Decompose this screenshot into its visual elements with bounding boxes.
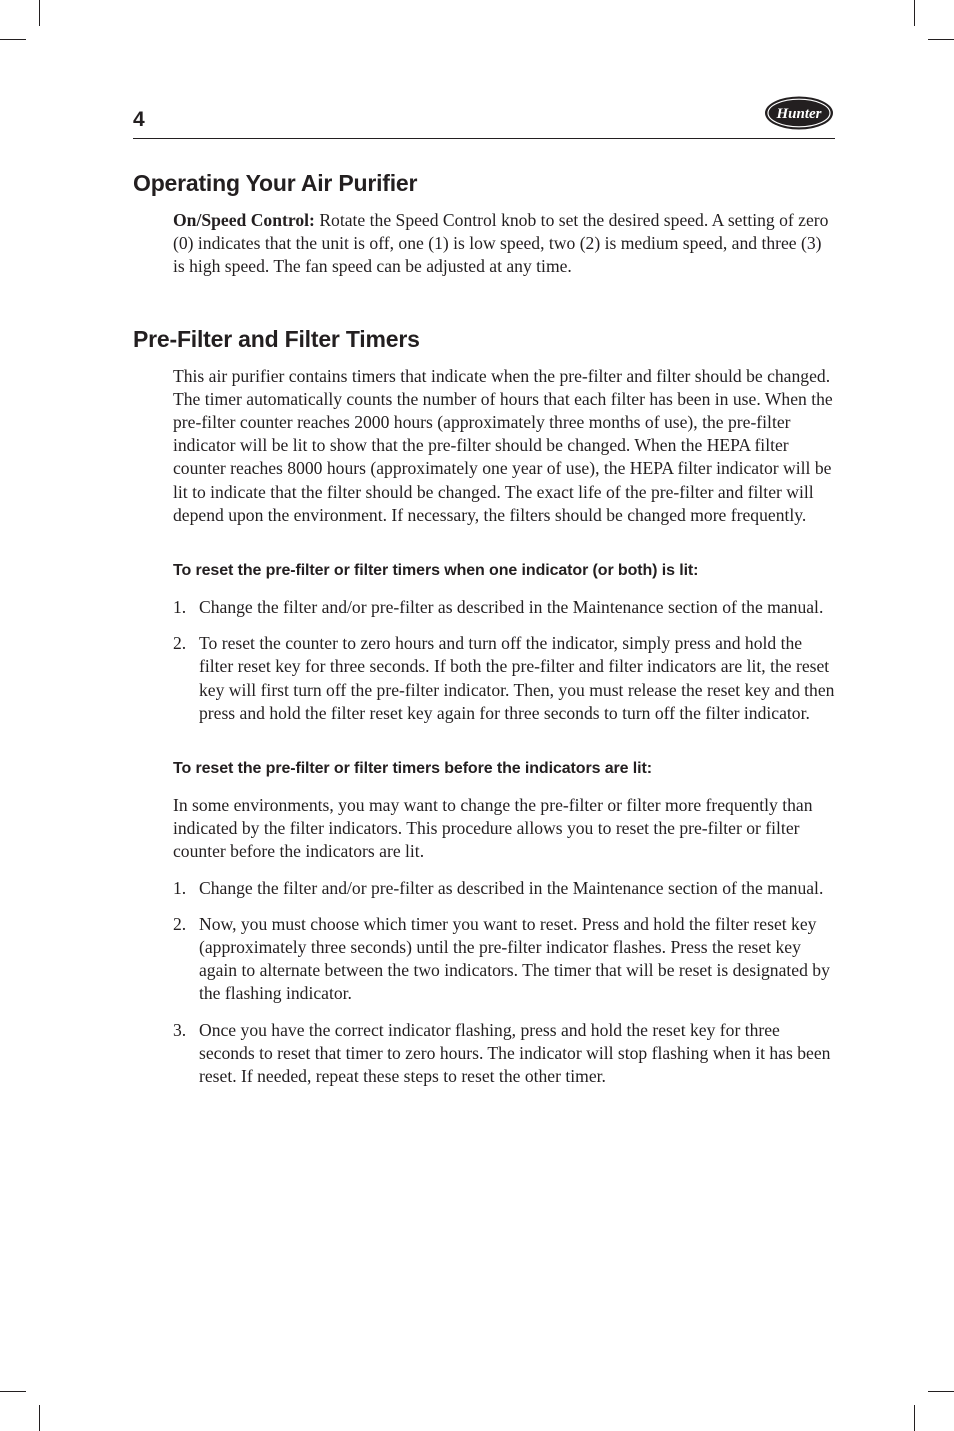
- header-rule: [133, 138, 835, 139]
- crop-mark: [0, 39, 26, 40]
- crop-mark: [928, 39, 954, 40]
- crop-mark: [0, 1391, 26, 1392]
- list-item: 1. Change the filter and/or pre-filter as described in the Maintenance section of the manual.: [173, 877, 824, 898]
- crop-mark: [39, 1405, 40, 1431]
- crop-mark: [914, 1405, 915, 1431]
- crop-mark: [914, 0, 915, 26]
- hunter-logo: [764, 95, 834, 131]
- reset-before-intro: In some environments, you may want to change the pre-filter or filter more frequently than indicated by the filter indicators. This procedure allows you to reset the pre-filter or filter counter before the indicators are lit.: [173, 795, 813, 862]
- subheading-reset-lit: To reset the pre-filter or filter timers when one indicator (or both) is lit:: [173, 562, 699, 580]
- speed-control-text: Rotate the Speed Control knob to set the desired speed. A setting of zero (0) indicates that the unit is off, one (1) is low speed, two (2) is medium speed, and three (3) is high speed. The fan speed can be adjusted at any time.: [173, 210, 829, 277]
- reset-lit-steps: [173, 596, 835, 725]
- timers-intro: This air purifier contains timers that indicate when the pre-filter and filter should be changed. The timer automatically counts the number of hours that each filter has been in use. When the pre-filter counter reaches 2000 hours (approximately three months of use), the pre-filter indicator will be lit to show that the pre-filter should be changed. When the HEPA filter counter reaches 8000 hours (approximately one year of use), the HEPA filter indicator will be lit to indicate that the filter should be changed. The exact life of the pre-filter and filter will depend upon the environment. If necessary, the filters should be changed more frequently.: [173, 365, 833, 525]
- section-heading-timers: Pre-Filter and Filter Timers: [133, 325, 420, 352]
- svg-text:Hunter: Hunter: [776, 106, 822, 122]
- reset-before-steps: [173, 877, 835, 1089]
- list-item: 3. Once you have the correct indicator flashing, press and hold the reset key for three seconds to reset that timer to zero hours. The indicator will stop flashing when it has been reset. If needed, repeat these steps to reset the other timer.: [173, 1019, 831, 1087]
- crop-mark: [39, 0, 40, 26]
- list-item: 1. Change the filter and/or pre-filter as described in the Maintenance section of the manual.: [173, 597, 824, 618]
- list-item: 2. To reset the counter to zero hours and turn off the indicator, simply press and hold the filter reset key for three seconds. If both the pre-filter and filter indicators are lit, the reset key will first turn off the pre-filter indicator. Then, you must release the reset key and then press and hold the filter reset key again for three seconds to turn off the filter indicator.: [173, 633, 835, 723]
- speed-control-label: On/Speed Control:: [173, 210, 315, 230]
- section-heading-operating: Operating Your Air Purifier: [133, 170, 418, 196]
- page-number: 4: [133, 108, 145, 131]
- subheading-reset-before: To reset the pre-filter or filter timers before the indicators are lit:: [173, 760, 652, 778]
- speed-control-paragraph: [173, 209, 835, 279]
- crop-mark: [928, 1391, 954, 1392]
- list-item: 2. Now, you must choose which timer you want to reset. Press and hold the filter reset key (approximately three seconds) until the pre-filter indicator flashes. Press the reset key again to alternate between the two indicators. The timer that will be reset is designated by the flashing indicator.: [173, 913, 830, 1004]
- page-content: [133, 168, 835, 1088]
